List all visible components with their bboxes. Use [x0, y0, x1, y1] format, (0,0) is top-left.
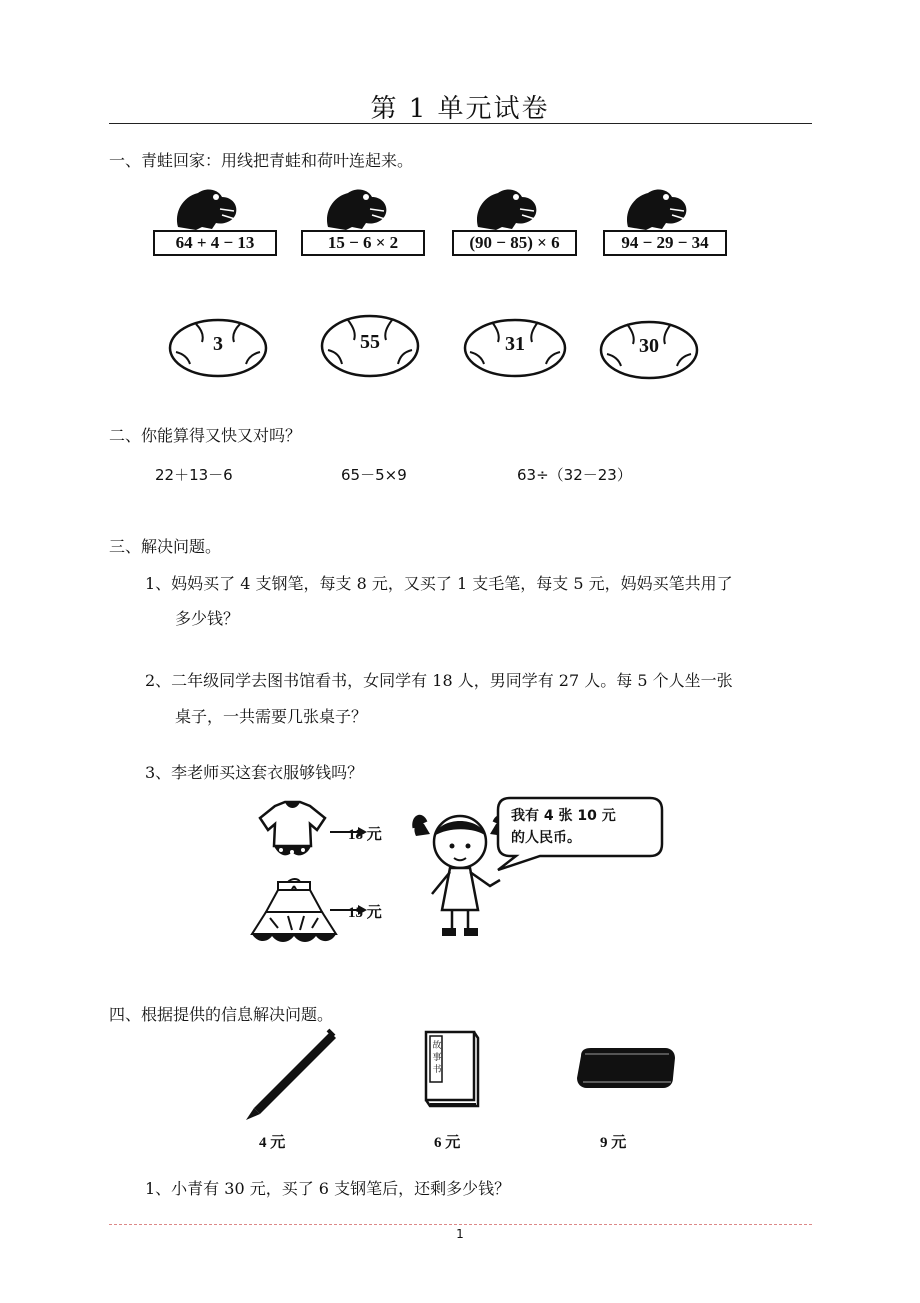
frog-expression: 94 − 29 − 34 — [603, 230, 727, 256]
book-title: 故事书 — [432, 1041, 442, 1075]
calc-exercise: 65－5×9 — [341, 466, 407, 484]
section2-heading: 二、你能算得又快又对吗？ — [109, 426, 302, 445]
problem-3: 3、李老师买这套衣服够钱吗？ — [145, 763, 364, 782]
title-rule — [109, 123, 812, 124]
frog-expression: 15 − 6 × 2 — [301, 230, 425, 256]
pencil-case-icon — [573, 1046, 679, 1090]
problem-1-line1: 1、妈妈买了 4 支钢笔，每支 8 元，又买了 1 支毛笔，每支 5 元，妈妈买笔共用了 — [145, 574, 733, 593]
lily-pad-number: 55 — [360, 331, 380, 353]
section4-heading: 四、根据提供的信息解决问题。 — [109, 1005, 334, 1024]
book-price: 6 元 — [434, 1135, 461, 1151]
pen-price: 4 元 — [259, 1135, 286, 1151]
section4-problem-1: 1、小青有 30 元，买了 6 支钢笔后，还剩多少钱？ — [145, 1179, 511, 1198]
pencil-case-price: 9 元 — [600, 1135, 627, 1151]
lily-pad-number: 31 — [505, 333, 525, 355]
lily-pad-number: 3 — [213, 333, 223, 355]
page-title: 第 1 单元试卷 — [370, 94, 550, 124]
section3-heading: 三、解决问题。 — [109, 537, 222, 556]
lily-pad-number: 30 — [639, 335, 659, 357]
frog-icon — [622, 183, 692, 231]
frog-icon — [322, 183, 392, 231]
frog-icon — [172, 183, 242, 231]
footer-rule — [109, 1224, 812, 1225]
skirt-price: 15 元 — [348, 905, 382, 921]
page-number: 1 — [456, 1227, 464, 1241]
section1-heading: 一、青蛙回家：用线把青蛙和荷叶连起来。 — [109, 151, 414, 170]
frog-icon — [472, 183, 542, 231]
problem-1-line2: 多少钱？ — [175, 609, 240, 628]
storybook-icon — [420, 1028, 482, 1110]
problem-2-line2: 桌子，一共需要几张桌子？ — [175, 707, 368, 726]
bubble-line-1: 我有 4 张 10 元 — [511, 808, 616, 824]
problem-2-line1: 2、二年级同学去图书馆看书，女同学有 18 人，男同学有 27 人。每 5 个人坐一张 — [145, 671, 733, 690]
frog-expression: 64 + 4 − 13 — [153, 230, 277, 256]
shirt-icon — [255, 800, 330, 862]
calc-exercise: 63÷（32－23） — [517, 466, 632, 484]
frog-expression: (90 − 85) × 6 — [452, 230, 577, 256]
shirt-price: 18 元 — [348, 827, 382, 843]
bubble-line-2: 的人民币。 — [511, 830, 581, 846]
skirt-icon — [248, 878, 340, 948]
pen-icon — [238, 1026, 342, 1122]
calc-exercise: 22＋13－6 — [155, 466, 233, 484]
